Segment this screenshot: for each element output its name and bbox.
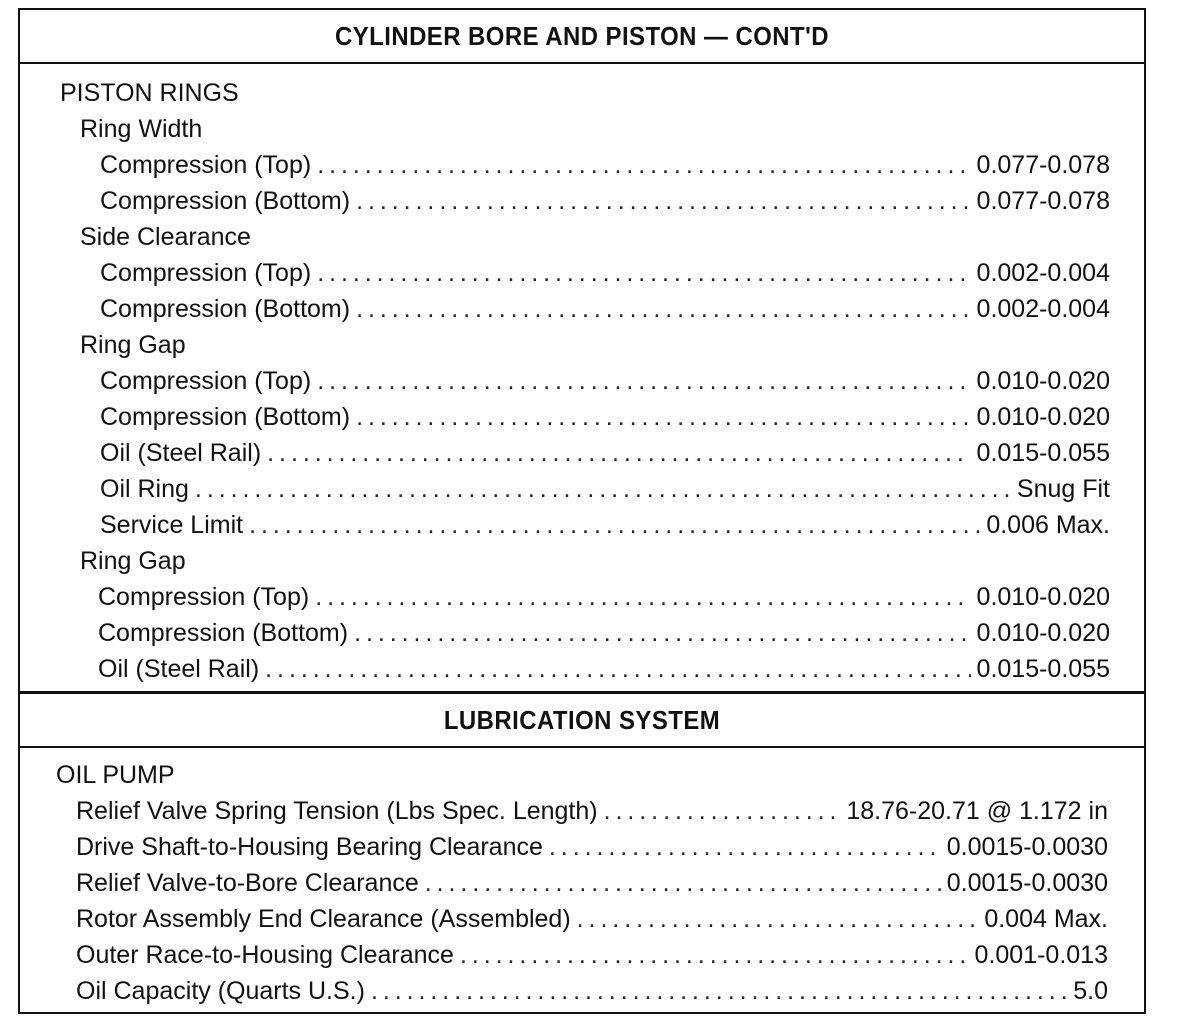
spec-row [98, 615, 1110, 651]
leader-dots [267, 435, 970, 471]
spec-row [100, 255, 1110, 291]
spec-row [100, 147, 1110, 183]
spec-label: Oil (Steel Rail) [98, 655, 260, 683]
leader-dots [356, 291, 970, 327]
spec-value: 0.006 Max. [986, 511, 1110, 539]
spec-row [98, 579, 1110, 615]
leader-dots [317, 147, 970, 183]
spec-row [100, 435, 1110, 471]
section-title-lubrication-system: LUBRICATION SYSTEM [443, 704, 721, 735]
leader-dots [577, 901, 979, 937]
spec-label: Oil Ring [100, 475, 189, 503]
spec-row [100, 507, 1110, 543]
spec-value: 0.015-0.055 [976, 439, 1110, 467]
spec-label: Outer Race-to-Housing Clearance [76, 941, 454, 969]
leader-dots [249, 507, 980, 543]
spec-row [100, 363, 1110, 399]
spec-label: Compression (Bottom) [98, 619, 349, 647]
spec-table [18, 8, 1146, 1014]
leader-dots [371, 973, 1067, 1009]
spec-label: Drive Shaft-to-Housing Bearing Clearance [76, 833, 543, 861]
leader-dots [460, 937, 969, 973]
spec-row [100, 399, 1110, 435]
subgroup-heading: Ring Gap [80, 547, 186, 575]
spec-label: Relief Valve-to-Bore Clearance [76, 869, 419, 897]
spec-row [76, 937, 1108, 973]
subgroup-heading: Side Clearance [80, 223, 251, 251]
spec-row [76, 793, 1108, 829]
leader-dots [317, 363, 970, 399]
spec-row [76, 865, 1108, 901]
spec-value: 0.010-0.020 [976, 403, 1110, 431]
spec-value: 0.002-0.004 [976, 295, 1110, 323]
spec-label: Oil (Steel Rail) [100, 439, 262, 467]
spec-row [76, 901, 1108, 937]
spec-value: 0.010-0.020 [976, 583, 1110, 611]
section-title-cylinder-bore: CYLINDER BORE AND PISTON — CONT'D [335, 20, 829, 51]
leader-dots [549, 829, 941, 865]
spec-label: Compression (Bottom) [100, 187, 351, 215]
spec-row [76, 973, 1108, 1009]
leader-dots [354, 615, 970, 651]
spec-value: 0.004 Max. [984, 905, 1108, 933]
spec-label: Compression (Top) [100, 151, 312, 179]
spec-row [98, 651, 1110, 687]
spec-row [100, 183, 1110, 219]
spec-label: Oil Capacity (Quarts U.S.) [76, 977, 365, 1005]
spec-label: Compression (Bottom) [100, 295, 351, 323]
spec-value: 5.0 [1073, 977, 1108, 1005]
leader-dots [317, 255, 970, 291]
spec-value: 0.0015-0.0030 [946, 869, 1108, 897]
spec-label: Compression (Top) [98, 583, 310, 611]
subgroup-heading: Ring Width [80, 115, 203, 143]
spec-row [76, 829, 1108, 865]
spec-label: Compression (Top) [100, 259, 312, 287]
spec-row [100, 291, 1110, 327]
leader-dots [604, 793, 841, 829]
subgroup-heading: Ring Gap [80, 331, 186, 359]
spec-value: 18.76-20.71 @ 1.172 in [846, 797, 1108, 825]
spec-label: Service Limit [100, 511, 244, 539]
spec-label: Relief Valve Spring Tension (Lbs Spec. Length) [76, 797, 598, 825]
spec-label: Compression (Bottom) [100, 403, 351, 431]
group-heading-oil-pump: OIL PUMP [56, 761, 175, 789]
spec-value: 0.010-0.020 [976, 367, 1110, 395]
spec-value: 0.002-0.004 [976, 259, 1110, 287]
spec-value: 0.015-0.055 [976, 655, 1110, 683]
spec-row [100, 471, 1110, 507]
spec-label: Compression (Top) [100, 367, 312, 395]
divider [20, 746, 1144, 748]
leader-dots [195, 471, 1011, 507]
spec-value: 0.010-0.020 [976, 619, 1110, 647]
leader-dots [356, 183, 970, 219]
spec-value: 0.0015-0.0030 [946, 833, 1108, 861]
spec-value: 0.077-0.078 [976, 151, 1110, 179]
leader-dots [356, 399, 970, 435]
spec-value: 0.001-0.013 [974, 941, 1108, 969]
spec-label: Rotor Assembly End Clearance (Assembled) [76, 905, 571, 933]
divider [20, 62, 1144, 64]
leader-dots [425, 865, 941, 901]
leader-dots [265, 651, 970, 687]
leader-dots [315, 579, 970, 615]
spec-value: Snug Fit [1016, 475, 1110, 503]
group-heading-piston-rings: PISTON RINGS [60, 79, 239, 107]
spec-value: 0.077-0.078 [976, 187, 1110, 215]
